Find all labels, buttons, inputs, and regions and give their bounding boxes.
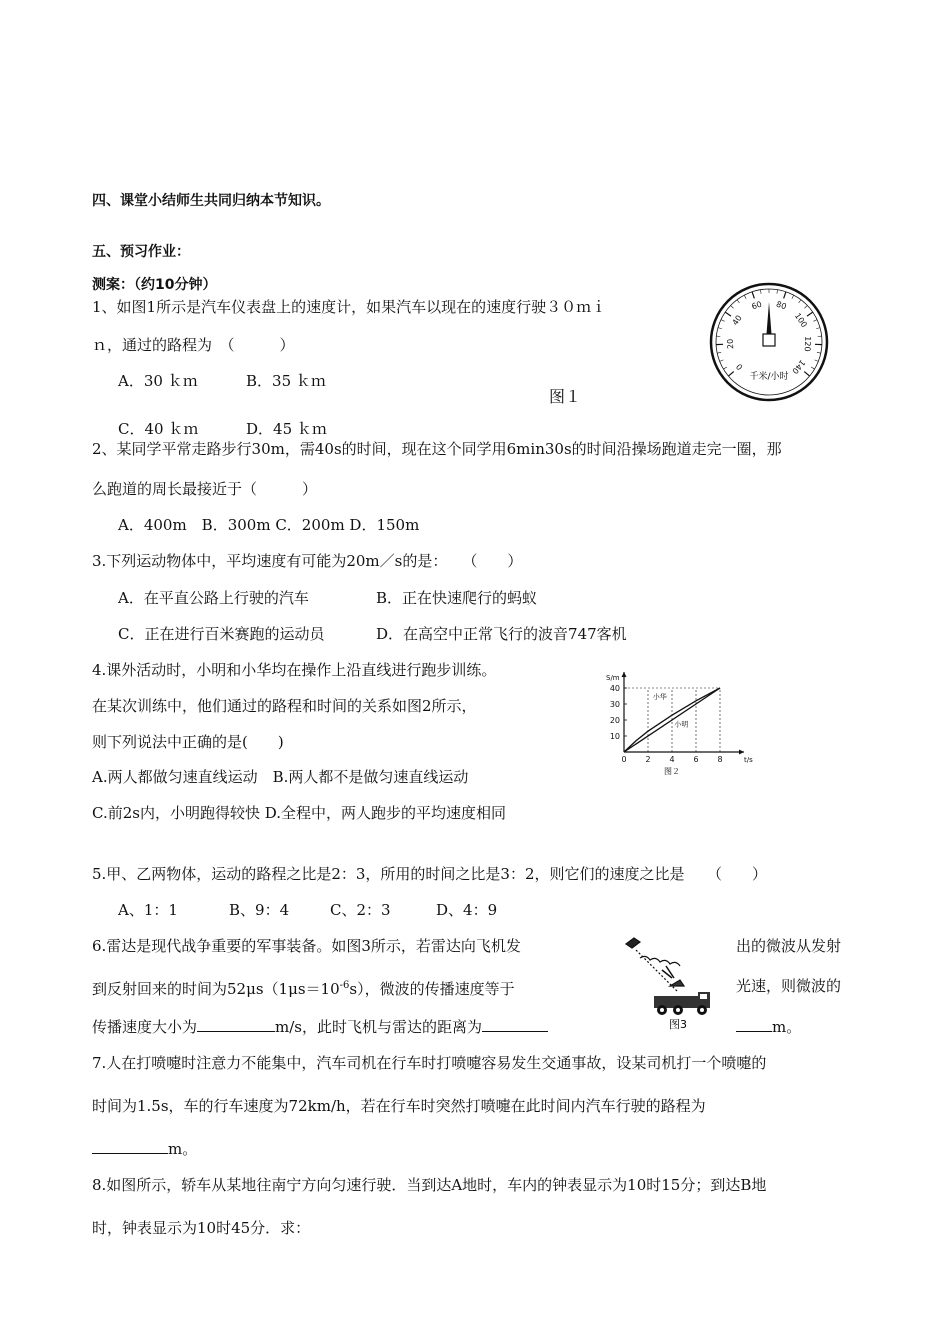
q4-line2: 在某次训练中，他们通过的路程和时间的关系如图2所示， [92,697,477,715]
speedometer-tick [737,300,739,303]
series-label-xiaohua: 小华 [652,693,667,702]
y-tick-label: 30 [609,700,620,709]
q8-line2: 时，钟表显示为10时45分．求： [92,1219,311,1237]
radar-truck-icon [654,992,710,1015]
speedometer-tick [816,328,820,329]
q1-line1: 1、如图1所示是汽车仪表盘上的速度计，如果汽车以现在的速度行驶３０ｍｉ [92,298,607,316]
q4-options-cd: C.前2s内，小明跑得较快 D.全程中，两人跑步的平均速度相同 [92,804,506,822]
q2-line1: 2、某同学平常走路步行30m，需40s的时间，现在这个同学用6min30s的时间沿操场跑道走完一圈，那 [92,440,782,458]
speedometer-tick [799,300,801,303]
speedometer-tick [744,295,746,299]
q4-line1: 4.课外活动时，小明和小华均在操作上沿直线进行跑步训练。 [92,661,497,679]
y-axis-arrow [622,672,627,677]
speedometer-tick [720,360,724,361]
figure-2-caption: 图２ [664,767,680,776]
speedometer-tick [760,290,761,294]
section-homework-heading: 五、预习作业： [92,244,190,260]
q8-line1: 8.如图所示，轿车从某地往南宁方向匀速行驶．当到达A地时，车内的钟表显示为10时15分；到达B地 [92,1176,767,1194]
x-tick-label: 2 [645,755,651,764]
microwave-wave [640,956,680,966]
speedometer-tick [728,372,733,376]
q6-blank-speed[interactable] [197,1017,275,1032]
q6-line3-right: m。 [736,1017,801,1037]
speedometer-tick [817,352,821,353]
speedometer-tick [721,320,725,322]
figure-1-caption: 图１ [549,387,582,406]
y-tick-label: 20 [609,716,620,725]
q6-line2-left: 到反射回来的时间为$52\mu s(1\mu s=10^{-6}s)$，微波的传播速度等于 [92,980,515,998]
q6-line1-right: 出的微波从发射 [736,937,842,955]
x-axis-label: t/s [744,756,753,764]
q5-option-c: C、2：3 [330,901,391,919]
figure-3-radar [618,930,718,1030]
q5-line1: 5.甲、乙两物体，运动的路程之比是2：3，所用的时间之比是3：2，则它们的速度之比是 （ ） [92,865,767,883]
q5-option-d: D、4：9 [436,901,498,919]
speedometer-tick [752,292,754,299]
speedometer-tick [777,290,778,294]
q7-line3: m。 [92,1139,197,1159]
q3-option-d: D．在高空中正常飞行的波音747客机 [376,625,627,643]
q7-line2: 时间为1.5s，车的行车速度为72km/h，若在行车时突然打喷嚏在此时间内汽车行驶的路程为 [92,1097,706,1115]
q1-option-b: B．35 ｋｍ [246,372,326,390]
q2-line2: 么跑道的周长最接近于（ ） [92,480,318,498]
speedometer-tick-label: 140 [790,358,807,376]
q3-option-c: C．正在进行百米赛跑的运动员 [118,625,325,643]
speedometer-tick [718,328,722,329]
speedometer-tick-label: 40 [730,313,744,328]
speedometer-tick-label: 100 [792,311,809,330]
q4-line3: 则下列说法中正确的是( ) [92,733,284,751]
speedometer-tick [804,372,809,376]
speedometer-needle [767,302,772,334]
speedometer-tick-label: 80 [775,299,788,312]
q6-blank-distance-part2[interactable] [736,1017,772,1032]
q3-option-b: B．正在快速爬行的蚂蚁 [376,589,538,607]
q6-blank-distance-part1[interactable] [482,1017,548,1032]
q3-line1: 3.下列运动物体中，平均速度有可能为20m／s的是： （ ） [92,552,523,570]
q7-line1: 7.人在打喷嚏时注意力不能集中，汽车司机在行车时打喷嚏容易发生交通事故，设某司机打一个喷嚏的 [92,1054,767,1072]
test-header: 测案：（约10分钟） [92,277,217,293]
speedometer-hub [763,334,775,346]
q1-option-d: D．45 ｋｍ [246,420,327,438]
y-axis-label: S/m [606,674,620,682]
speedometer-tick [784,292,786,299]
q6-line2-right: 光速，则微波的 [736,977,842,995]
speedometer-tick [723,367,726,369]
speedometer-tick-label: 20 [725,338,736,350]
figure-2-st-chart [602,656,762,776]
y-tick-label: 10 [609,732,620,741]
q1-line2: ｎ，通过的路程为 （ ） [92,336,295,354]
q6-line3-left: 传播速度大小为 m/s，此时飞机与雷达的距离为 [92,1017,548,1037]
figure-1-speedometer [706,282,832,408]
speedometer-tick-label: 120 [802,336,813,352]
series-label-xiaoming: 小明 [674,720,689,729]
speedometer-tick [807,312,813,316]
q4-options-ab: A.两人都做匀速直线运动 B.两人都不是做匀速直线运动 [92,768,469,786]
speedometer-tick-label: 0 [734,361,745,372]
x-axis-arrow [739,750,744,755]
q3-option-a: A．在平直公路上行驶的汽车 [118,589,309,607]
plane-icon [626,938,640,948]
q6-line1-left: 6.雷达是现代战争重要的军事装备。如图3所示，若雷达向飞机发 [92,937,521,955]
q7-blank-distance[interactable] [92,1139,168,1154]
speedometer-tick [805,305,808,308]
figure-3-caption: 图3 [669,1018,687,1030]
q5-option-b: B、9：4 [229,901,290,919]
q1-option-a: A．30 ｋｍ [118,372,198,390]
speedometer-tick [813,320,817,322]
x-tick-label: 4 [669,755,675,764]
radar-dish-icon [670,980,684,986]
x-tick-label: 8 [717,755,723,764]
q2-options: A．400m B．300m C．200m D．150m [118,516,420,534]
q1-option-c: C．40 ｋｍ [118,420,199,438]
x-tick-label: 6 [693,755,699,764]
section-summary-heading: 四、课堂小结师生共同归纳本节知识。 [92,193,330,209]
x-tick-label: 0 [621,755,627,764]
speedometer-unit: 千米/小时 [749,372,789,382]
speedometer-tick [731,305,734,308]
speedometer-tick [717,352,721,353]
speedometer-tick [815,360,819,361]
speedometer-tick [792,295,794,299]
y-tick-label: 40 [609,684,620,693]
q5-option-a: A、1：1 [118,901,178,919]
speedometer-tick-label: 60 [750,299,763,312]
speedometer-tick [811,367,814,369]
speedometer-tick [725,312,731,316]
